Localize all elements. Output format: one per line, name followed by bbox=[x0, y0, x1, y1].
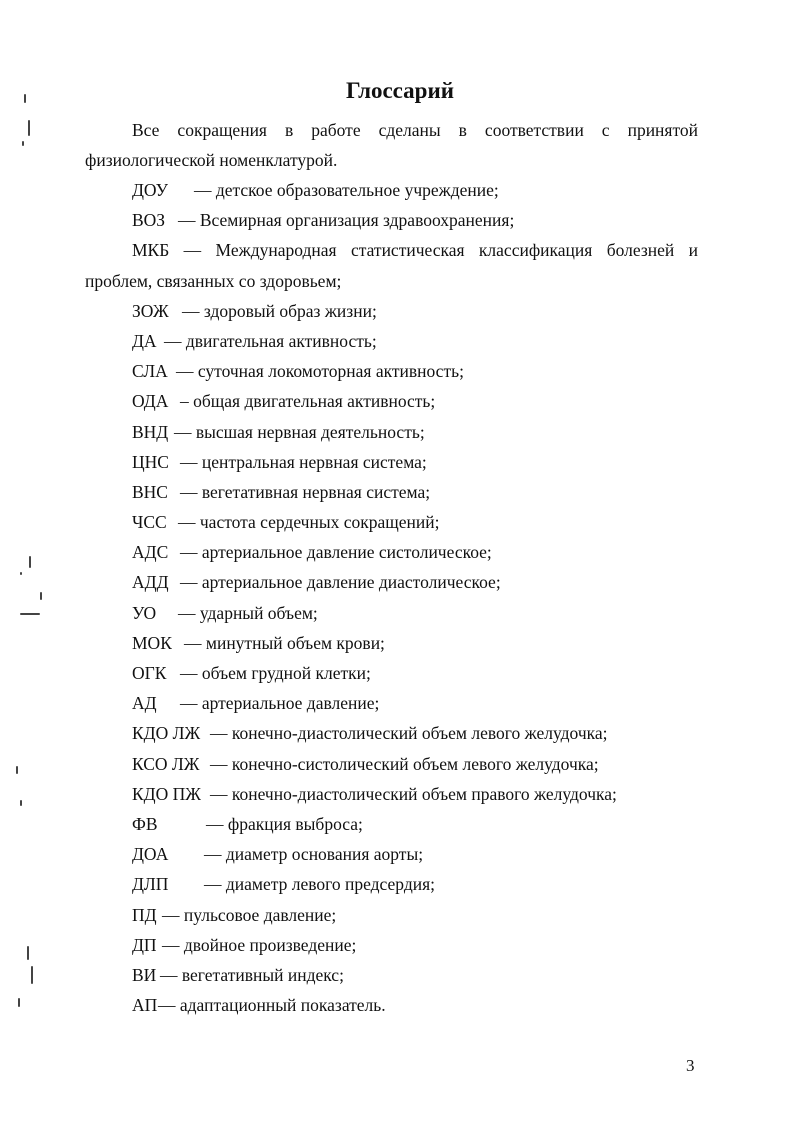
glossary-entry-da bbox=[0, 326, 796, 356]
abbr: АД bbox=[132, 693, 157, 714]
glossary-entry-pd bbox=[0, 900, 796, 930]
abbr: ПД bbox=[132, 904, 157, 925]
abbr: ОГК bbox=[132, 663, 167, 684]
definition: — частота сердечных сокращений; bbox=[178, 512, 440, 533]
glossary-entry-dlp bbox=[0, 869, 796, 899]
glossary-entry-ap bbox=[0, 990, 796, 1020]
glossary-entry-mkb bbox=[0, 235, 796, 295]
definition: — пульсовое давление; bbox=[162, 904, 337, 925]
definition: — диаметр основания аорты; bbox=[204, 844, 424, 865]
glossary-entry-vnd bbox=[0, 417, 796, 447]
definition: — адаптационный показатель. bbox=[158, 995, 386, 1016]
definition: — высшая нервная деятельность; bbox=[174, 421, 425, 442]
glossary-entry-chss bbox=[0, 507, 796, 537]
glossary-entry-ads bbox=[0, 537, 796, 567]
definition: — фракция выброса; bbox=[206, 813, 363, 834]
glossary-entry-kso-lzh bbox=[0, 749, 796, 779]
abbr: ДОУ bbox=[132, 180, 168, 200]
glossary-entry-uo bbox=[0, 598, 796, 628]
entry-first-line: МКБ — Международная статистическая классификация болезней и bbox=[132, 240, 698, 261]
definition: — конечно-диастолический объем правого желудочка; bbox=[210, 783, 617, 804]
glossary-entry-ogk bbox=[0, 658, 796, 688]
abbr: КСО ЛЖ bbox=[132, 753, 200, 774]
abbr: ЧСС bbox=[132, 512, 167, 533]
definition: — двойное произведение; bbox=[162, 934, 357, 955]
abbr: ЗОЖ bbox=[132, 300, 169, 321]
definition: — артериальное давление; bbox=[180, 693, 380, 714]
glossary-entry-kdo-pzh bbox=[0, 779, 796, 809]
abbr: ВИ bbox=[132, 964, 157, 985]
glossary-entry-zozh bbox=[0, 296, 796, 326]
abbr: ДП bbox=[132, 934, 157, 955]
glossary-entry-oda bbox=[0, 386, 796, 416]
entry-second-line: проблем, связанных со здоровьем; bbox=[85, 270, 342, 291]
definition: — вегетативная нервная система; bbox=[180, 481, 431, 502]
glossary-entry-doa bbox=[0, 839, 796, 869]
definition: — детское образовательное учреждение; bbox=[194, 180, 499, 200]
abbr: ВОЗ bbox=[132, 210, 166, 231]
abbr: КДО ПЖ bbox=[132, 783, 201, 804]
glossary-entry-dp bbox=[0, 930, 796, 960]
definition: — ударный объем; bbox=[178, 602, 318, 623]
page-number: 3 bbox=[686, 1056, 695, 1075]
abbr: ОДА bbox=[132, 391, 169, 412]
definition: — артериальное давление систолическое; bbox=[180, 542, 492, 563]
glossary-entry-vns bbox=[0, 477, 796, 507]
intro-paragraph: Все сокращения в работе сделаны в соответствии с принятой физиологической номенклатурой. bbox=[85, 120, 698, 171]
definition: — конечно-диастолический объем левого желудочка; bbox=[210, 723, 608, 744]
definition: — объем грудной клетки; bbox=[180, 663, 371, 684]
abbr: ЦНС bbox=[132, 451, 169, 472]
glossary-entry-voz bbox=[0, 205, 796, 235]
abbr: ДА bbox=[132, 330, 157, 351]
definition: — диаметр левого предсердия; bbox=[204, 874, 436, 895]
glossary-entry-add bbox=[0, 567, 796, 597]
definition: — конечно-систолический объем левого желудочка; bbox=[210, 753, 599, 774]
definition: — Всемирная организация здравоохранения; bbox=[178, 210, 515, 231]
definition: — центральная нервная система; bbox=[180, 451, 427, 472]
definition: — суточная локомоторная активность; bbox=[176, 361, 464, 382]
glossary-list bbox=[0, 175, 796, 1020]
abbr: ВНД bbox=[132, 421, 169, 442]
abbr: АП bbox=[132, 995, 158, 1016]
abbr: ДЛП bbox=[132, 874, 169, 895]
glossary-entry-dou bbox=[0, 175, 796, 205]
abbr: УО bbox=[132, 602, 157, 623]
glossary-entry-tsns bbox=[0, 447, 796, 477]
glossary-entry-kdo-lzh bbox=[0, 718, 796, 748]
definition: — минутный объем крови; bbox=[184, 632, 385, 653]
abbr: ДОА bbox=[132, 844, 169, 865]
glossary-entry-sla bbox=[0, 356, 796, 386]
abbr: АДС bbox=[132, 542, 169, 563]
abbr: МОК bbox=[132, 632, 172, 653]
abbr: ВНС bbox=[132, 481, 168, 502]
abbr: СЛА bbox=[132, 361, 168, 382]
page-title: Глоссарий bbox=[346, 78, 454, 103]
glossary-entry-ad bbox=[0, 688, 796, 718]
definition: — двигательная активность; bbox=[164, 330, 377, 351]
glossary-entry-fv bbox=[0, 809, 796, 839]
definition: — артериальное давление диастолическое; bbox=[180, 572, 501, 593]
definition: – общая двигательная активность; bbox=[180, 391, 436, 412]
definition: — здоровый образ жизни; bbox=[182, 300, 377, 321]
abbr: ФВ bbox=[132, 813, 158, 834]
definition: — вегетативный индекс; bbox=[160, 964, 344, 985]
abbr: АДД bbox=[132, 572, 169, 593]
glossary-entry-mok bbox=[0, 628, 796, 658]
glossary-entry-vi bbox=[0, 960, 796, 990]
abbr: КДО ЛЖ bbox=[132, 723, 201, 744]
